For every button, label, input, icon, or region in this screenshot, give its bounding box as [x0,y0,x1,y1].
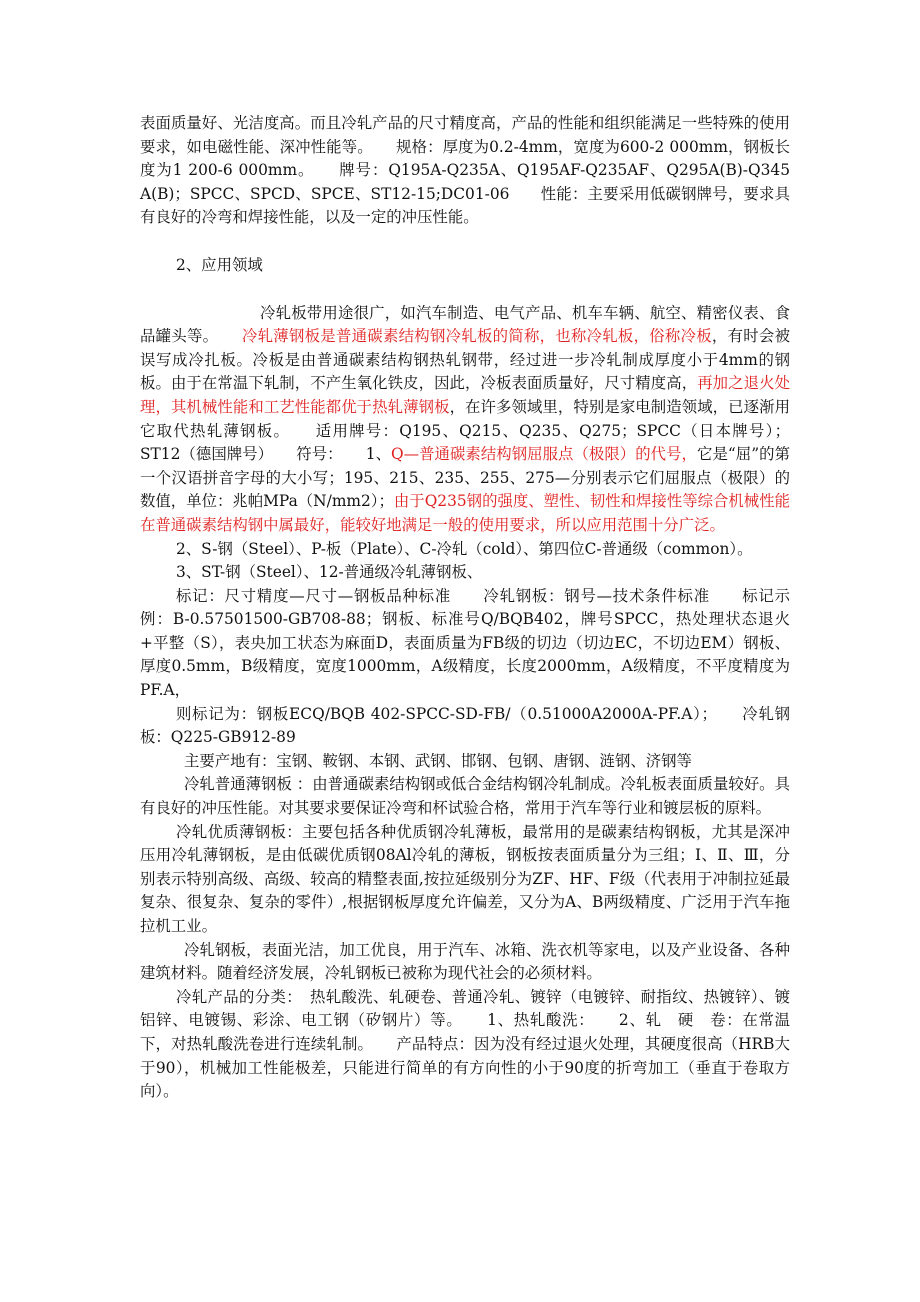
highlighted-text: 由于Q235钢的强度、塑性、韧性和焊接性等综合机械性能在普通碳素结构钢中属最好，能较好地满足一般的使用要求，所以应用范围十分广泛。 [140,492,790,534]
text-run: ，有时会被误写成冷扎板。冷板是由普通碳素结构钢热轧钢带，经过进一步冷轧制成厚度小于4mm的钢板。由于在常温下轧制，不产生氧化铁皮，因此，冷板表面质量好，尺寸精度高， [140,327,790,393]
paragraph-specs: 表面质量好、光洁度高。而且冷轧产品的尺寸精度高，产品的性能和组织能满足一些特殊的使用要求，如电磁性能、深冲性能等。 规格：厚度为0.2-4mm，宽度为600-2 000mm，钢板长度为1 200-6 000mm。 牌号：Q195A-Q235A、Q195AF-Q235AF、Q295A(B)-Q345 A(B)；SPCC、SPCD、SPCE、ST12-15;DC01-06 性能：主要采用低碳钢牌号，要求具有良好的冷弯和焊接性能，以及一定的冲压性能。 [140,114,790,227]
paragraph-marking: 标记：尺寸精度—尺寸—钢板品种标准 冷轧钢板：钢号—技术条件标准 标记示例：B-0.57501500-GB708-88；钢板、标准号Q/BQB402，牌号SPCC，热处理状态退火+平整（S），表央加工状态为麻面D，表面质量为FB级的切边（切边EC，不切边EM）钢板、厚度0.5mm，B级精度，宽度1000mm，A级精度，长度2000mm，A级精度，不平度精度为PF.A， [140,586,790,700]
highlighted-text: Q—普通碳素结构钢屈服点（极限）的代号， [391,445,697,464]
paragraph-st-code: 3、ST-钢（Steel）、12-普通级冷轧薄钢板、 [176,563,483,582]
highlighted-text: 再加之退火处理，其机械性能和工艺性能都优于热轧薄钢板 [140,374,790,416]
document-body [140,112,790,1104]
paragraph-code-meaning: 2、S-钢（Steel）、P-板（Plate）、C-冷轧（cold）、第四位C-普通级（common）。 [176,539,753,558]
text-run: 它是“屈”的第一个汉语拼音字母的大小写；195、215、235、255、275—分别表示它们屈服点（极限）的数值，单位：兆帕MPa（N/mm2）； [140,445,790,511]
paragraph-usage: 冷轧钢板，表面光洁，加工优良，用于汽车、冰箱、洗衣机等家电，以及产业设备、各种建筑材料。随着经济发展，冷轧钢板已被称为现代社会的必须材料。 [140,940,790,983]
section-heading: 2、应用领域 [176,255,263,274]
highlighted-text: 冷轧薄钢板是普通碳素结构钢冷轧板的简称，也称冷轧板，俗称冷板 [241,327,712,346]
paragraph-producers: 主要产地有：宝钢、鞍钢、本钢、武钢、邯钢、包钢、唐钢、涟钢、济钢等 [184,751,692,770]
paragraph-quality-sheet: 冷轧优质薄钢板：主要包括各种优质钢冷轧薄板，最常用的是碳素结构钢板，尤其是深冲压用冷轧薄钢板，是由低碳优质钢08Al冷轧的薄板，钢板按表面质量分为三组；Ⅰ、Ⅱ、Ⅲ，分别表示特别高级、高级、较高的精整表面,按拉延级别分为ZF、HF、F级（代表用于冲制拉延最复杂、很复杂、复杂的零件）,根据钢板厚度允许偏差，又分为A、B两级精度、广泛用于汽车拖拉机工业。 [140,822,790,935]
paragraph-classification: 冷轧产品的分类： 热轧酸洗、轧硬卷、普通冷轧、镀锌（电镀锌、耐指纹、热镀锌）、镀铝锌、电镀锡、彩涂、电工钢（矽钢片）等。 1、热轧酸洗： 2、轧 硬 卷：在常温下，对热轧酸洗卷进行连续轧制。 产品特点：因为没有经过退火处理，其硬度很高（HRB大于90），机械加工性能极差，只能进行简单的有方向性的小于90度的折弯加工（垂直于卷取方向）。 [140,987,790,1101]
paragraph-applications [140,302,790,538]
text-run: ，在许多领域里，特别是家电制造领域，已逐渐用它取代热轧薄钢板。 适用牌号：Q195、Q215、Q235、Q275；SPCC（日本牌号）；ST12（德国牌号） 符号： 1、 [140,397,790,464]
text-run: 冷轧板带用途很广，如汽车制造、电气产品、机车车辆、航空、精密仪表、食品罐头等。 [140,303,790,346]
paragraph-common-sheet: 冷轧普通薄钢板 ：由普通碳素结构钢或低合金结构钢冷轧制成。冷轧板表面质量较好。具有良好的冲压性能。对其要求要保证冷弯和杯试验合格，常用于汽车等行业和镀层板的原料。 [140,775,790,818]
paragraph-marking-result: 则标记为：钢板ECQ/BQB 402-SPCC-SD-FB/（0.51000A2000A-PF.A）； 冷轧钢板：Q225-GB912-89 [140,704,790,747]
